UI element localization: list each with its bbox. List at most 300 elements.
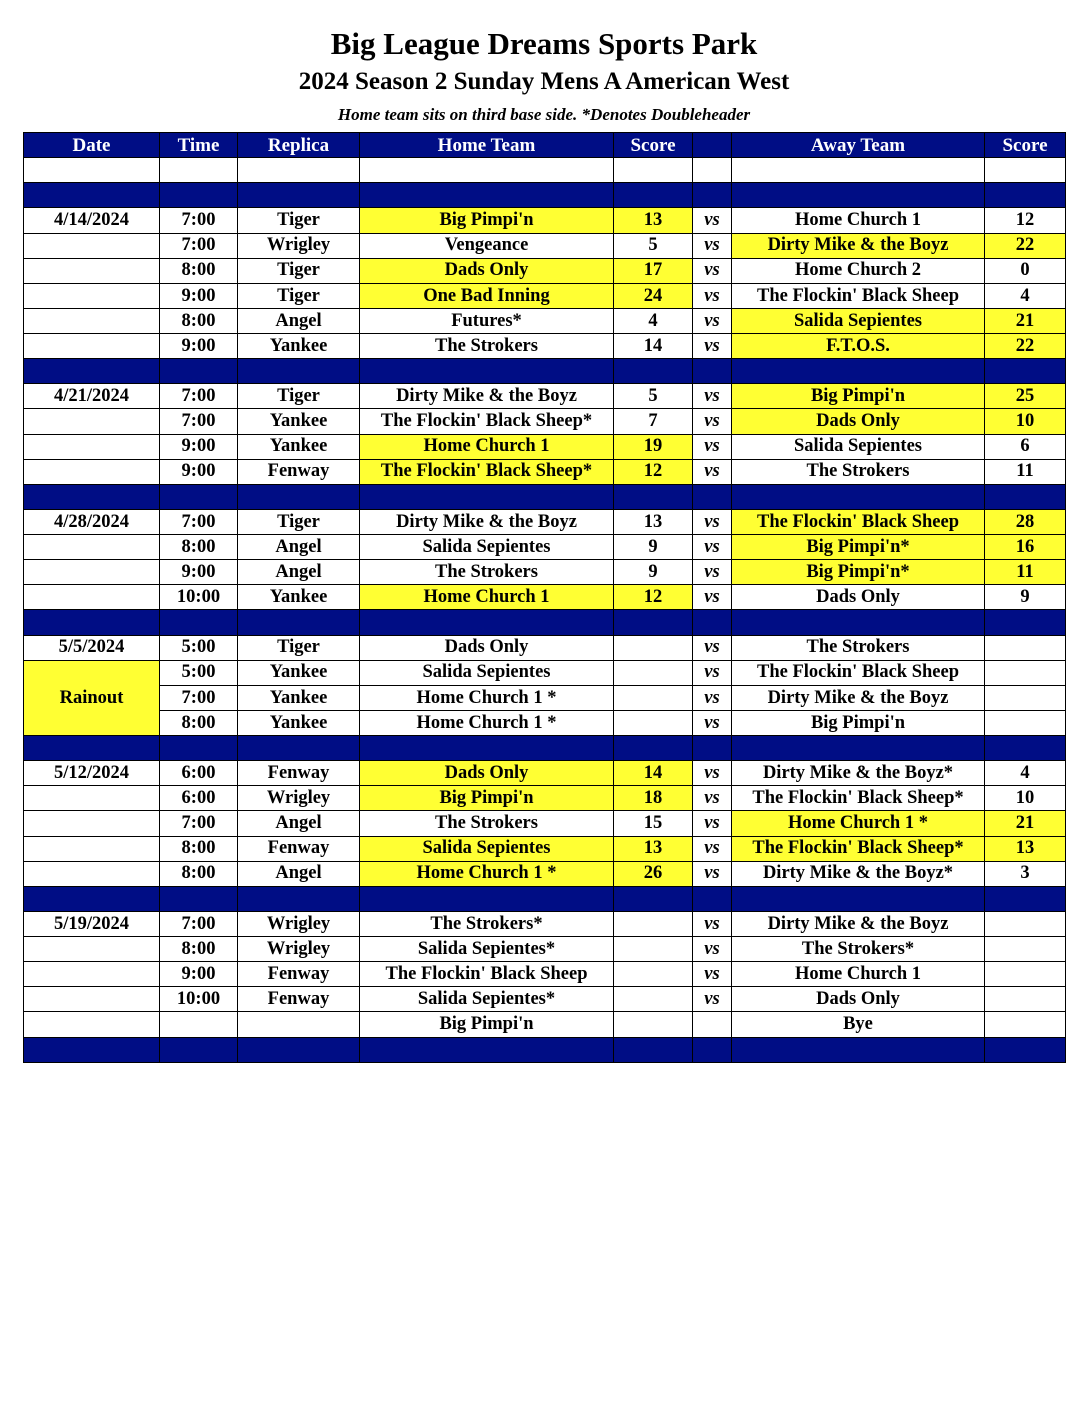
vs-cell: vs	[693, 308, 732, 333]
away-score-cell: 12	[985, 208, 1066, 233]
table-row	[24, 660, 1066, 685]
empty-cell	[360, 359, 614, 384]
date-cell	[24, 585, 160, 610]
home-team-cell: Salida Sepientes	[360, 836, 614, 861]
table-row	[24, 409, 1066, 434]
time-cell: 5:00	[160, 635, 238, 660]
schedule-body	[24, 158, 1066, 1063]
away-team-cell: Dads Only	[732, 409, 985, 434]
empty-cell	[985, 886, 1066, 911]
table-header-row	[24, 133, 1066, 158]
table-row	[24, 811, 1066, 836]
away-score-cell	[985, 660, 1066, 685]
schedule-table	[23, 132, 1066, 1063]
time-cell: 7:00	[160, 384, 238, 409]
vs-cell: vs	[693, 635, 732, 660]
empty-cell	[614, 359, 693, 384]
date-cell	[24, 560, 160, 585]
away-team-cell: Dirty Mike & the Boyz	[732, 233, 985, 258]
away-score-cell: 25	[985, 384, 1066, 409]
vs-cell: vs	[693, 208, 732, 233]
home-team-cell: Dads Only	[360, 258, 614, 283]
empty-cell	[985, 359, 1066, 384]
separator-row	[24, 484, 1066, 509]
away-score-cell: 4	[985, 761, 1066, 786]
empty-cell	[238, 158, 360, 183]
home-team-cell: Home Church 1 *	[360, 685, 614, 710]
away-score-cell: 21	[985, 811, 1066, 836]
away-score-cell: 0	[985, 258, 1066, 283]
time-cell: 7:00	[160, 685, 238, 710]
date-cell	[24, 962, 160, 987]
empty-cell	[614, 736, 693, 761]
table-row	[24, 635, 1066, 660]
vs-cell: vs	[693, 685, 732, 710]
away-score-cell: 16	[985, 535, 1066, 560]
home-team-cell: Home Church 1 *	[360, 710, 614, 735]
empty-cell	[24, 183, 160, 208]
vs-cell: vs	[693, 962, 732, 987]
empty-cell	[614, 158, 693, 183]
date-cell	[24, 434, 160, 459]
empty-cell	[693, 736, 732, 761]
home-score-cell	[614, 710, 693, 735]
vs-cell: vs	[693, 861, 732, 886]
empty-cell	[160, 610, 238, 635]
empty-cell	[360, 484, 614, 509]
replica-cell: Yankee	[238, 434, 360, 459]
away-team-cell: Home Church 2	[732, 258, 985, 283]
empty-cell	[693, 886, 732, 911]
empty-cell	[238, 1037, 360, 1062]
time-cell: 7:00	[160, 409, 238, 434]
table-row	[24, 962, 1066, 987]
time-cell: 8:00	[160, 308, 238, 333]
date-cell	[24, 535, 160, 560]
away-score-cell: 9	[985, 585, 1066, 610]
home-score-cell: 14	[614, 761, 693, 786]
vs-cell: vs	[693, 258, 732, 283]
away-score-cell	[985, 911, 1066, 936]
home-team-cell: Dads Only	[360, 635, 614, 660]
empty-cell	[24, 736, 160, 761]
empty-cell	[160, 886, 238, 911]
empty-cell	[360, 610, 614, 635]
replica-cell: Tiger	[238, 283, 360, 308]
empty-cell	[160, 1037, 238, 1062]
replica-cell: Wrigley	[238, 233, 360, 258]
empty-cell	[360, 736, 614, 761]
empty-cell	[693, 183, 732, 208]
table-row	[24, 535, 1066, 560]
away-score-cell: 10	[985, 786, 1066, 811]
time-cell: 8:00	[160, 937, 238, 962]
home-score-cell: 12	[614, 459, 693, 484]
away-score-cell: 6	[985, 434, 1066, 459]
table-row	[24, 334, 1066, 359]
time-cell: 9:00	[160, 459, 238, 484]
away-team-cell: Dads Only	[732, 987, 985, 1012]
home-score-cell	[614, 685, 693, 710]
empty-cell	[24, 610, 160, 635]
vs-cell: vs	[693, 283, 732, 308]
away-team-cell: The Strokers	[732, 459, 985, 484]
home-team-cell: The Flockin' Black Sheep	[360, 962, 614, 987]
empty-cell	[614, 886, 693, 911]
time-cell: 7:00	[160, 911, 238, 936]
date-cell	[24, 811, 160, 836]
empty-cell	[732, 158, 985, 183]
time-cell: 9:00	[160, 962, 238, 987]
vs-cell: vs	[693, 987, 732, 1012]
empty-cell	[985, 158, 1066, 183]
empty-cell	[238, 183, 360, 208]
replica-cell: Tiger	[238, 509, 360, 534]
home-score-cell: 5	[614, 384, 693, 409]
empty-cell	[732, 886, 985, 911]
empty-cell	[238, 736, 360, 761]
table-row	[24, 786, 1066, 811]
replica-cell: Yankee	[238, 710, 360, 735]
table-row	[24, 685, 1066, 710]
away-score-cell	[985, 685, 1066, 710]
home-score-cell: 9	[614, 535, 693, 560]
date-cell: 4/14/2024	[24, 208, 160, 233]
time-cell: 6:00	[160, 786, 238, 811]
vs-cell	[693, 1012, 732, 1037]
away-team-cell: The Strokers*	[732, 937, 985, 962]
home-score-cell: 9	[614, 560, 693, 585]
vs-cell: vs	[693, 384, 732, 409]
col-header-away-score: Score	[985, 133, 1066, 158]
away-team-cell: The Strokers	[732, 635, 985, 660]
away-team-cell: The Flockin' Black Sheep	[732, 660, 985, 685]
separator-row	[24, 886, 1066, 911]
col-header-time: Time	[160, 133, 238, 158]
away-score-cell: 22	[985, 334, 1066, 359]
home-score-cell	[614, 962, 693, 987]
away-team-cell: Salida Sepientes	[732, 308, 985, 333]
col-header-vs	[693, 133, 732, 158]
time-cell: 7:00	[160, 811, 238, 836]
time-cell: 8:00	[160, 861, 238, 886]
time-cell: 7:00	[160, 208, 238, 233]
vs-cell: vs	[693, 434, 732, 459]
home-team-cell: Home Church 1	[360, 434, 614, 459]
away-team-cell: Dirty Mike & the Boyz	[732, 911, 985, 936]
replica-cell: Tiger	[238, 208, 360, 233]
replica-cell: Fenway	[238, 836, 360, 861]
empty-cell	[693, 484, 732, 509]
away-team-cell: Dads Only	[732, 585, 985, 610]
empty-cell	[614, 610, 693, 635]
replica-cell: Tiger	[238, 635, 360, 660]
empty-cell	[360, 158, 614, 183]
table-row	[24, 384, 1066, 409]
replica-cell: Yankee	[238, 685, 360, 710]
away-score-cell: 11	[985, 560, 1066, 585]
home-team-cell: Home Church 1	[360, 585, 614, 610]
date-cell: Rainout	[24, 660, 160, 735]
replica-cell: Fenway	[238, 459, 360, 484]
away-team-cell: Big Pimpi'n*	[732, 535, 985, 560]
empty-cell	[160, 359, 238, 384]
home-score-cell: 19	[614, 434, 693, 459]
empty-cell	[614, 1037, 693, 1062]
away-team-cell: Salida Sepientes	[732, 434, 985, 459]
vs-cell: vs	[693, 509, 732, 534]
vs-cell: vs	[693, 334, 732, 359]
replica-cell: Yankee	[238, 660, 360, 685]
date-cell	[24, 283, 160, 308]
empty-cell	[985, 484, 1066, 509]
replica-cell: Yankee	[238, 585, 360, 610]
vs-cell: vs	[693, 585, 732, 610]
date-cell	[24, 937, 160, 962]
vs-cell: vs	[693, 786, 732, 811]
away-score-cell: 4	[985, 283, 1066, 308]
home-team-cell: The Strokers	[360, 334, 614, 359]
time-cell: 6:00	[160, 761, 238, 786]
empty-cell	[693, 158, 732, 183]
away-score-cell	[985, 1012, 1066, 1037]
date-cell: 5/19/2024	[24, 911, 160, 936]
home-score-cell: 13	[614, 509, 693, 534]
empty-cell	[693, 610, 732, 635]
date-cell	[24, 1012, 160, 1037]
time-cell: 9:00	[160, 434, 238, 459]
vs-cell: vs	[693, 409, 732, 434]
home-score-cell: 18	[614, 786, 693, 811]
empty-cell	[985, 736, 1066, 761]
replica-cell: Wrigley	[238, 937, 360, 962]
replica-cell: Angel	[238, 861, 360, 886]
away-team-cell: Big Pimpi'n*	[732, 560, 985, 585]
date-cell: 4/21/2024	[24, 384, 160, 409]
replica-cell: Angel	[238, 560, 360, 585]
time-cell: 8:00	[160, 836, 238, 861]
away-team-cell: F.T.O.S.	[732, 334, 985, 359]
table-row	[24, 861, 1066, 886]
away-team-cell: Dirty Mike & the Boyz	[732, 685, 985, 710]
replica-cell: Yankee	[238, 409, 360, 434]
home-score-cell: 17	[614, 258, 693, 283]
away-score-cell: 28	[985, 509, 1066, 534]
col-header-home-score: Score	[614, 133, 693, 158]
home-team-cell: The Strokers*	[360, 911, 614, 936]
away-team-cell: Big Pimpi'n	[732, 384, 985, 409]
away-team-cell: Dirty Mike & the Boyz*	[732, 761, 985, 786]
date-cell	[24, 861, 160, 886]
time-cell: 5:00	[160, 660, 238, 685]
home-score-cell: 4	[614, 308, 693, 333]
col-header-away-team: Away Team	[732, 133, 985, 158]
empty-cell	[238, 484, 360, 509]
time-cell: 10:00	[160, 987, 238, 1012]
replica-cell: Fenway	[238, 761, 360, 786]
table-row	[24, 1012, 1066, 1037]
separator-row	[24, 610, 1066, 635]
vs-cell: vs	[693, 459, 732, 484]
home-team-cell: The Flockin' Black Sheep*	[360, 459, 614, 484]
empty-cell	[238, 886, 360, 911]
home-score-cell: 15	[614, 811, 693, 836]
empty-cell	[732, 1037, 985, 1062]
replica-cell: Yankee	[238, 334, 360, 359]
separator-row	[24, 183, 1066, 208]
away-score-cell	[985, 635, 1066, 660]
schedule-note: Home team sits on third base side. *Denotes Doubleheader	[337, 105, 751, 124]
home-score-cell	[614, 1012, 693, 1037]
empty-cell	[985, 1037, 1066, 1062]
replica-cell	[238, 1012, 360, 1037]
date-cell	[24, 786, 160, 811]
vs-cell: vs	[693, 937, 732, 962]
vs-cell: vs	[693, 836, 732, 861]
col-header-date: Date	[24, 133, 160, 158]
table-row	[24, 937, 1066, 962]
table-row	[24, 987, 1066, 1012]
time-cell: 10:00	[160, 585, 238, 610]
vs-cell: vs	[693, 535, 732, 560]
empty-cell	[732, 736, 985, 761]
home-team-cell: Home Church 1 *	[360, 861, 614, 886]
home-team-cell: Big Pimpi'n	[360, 1012, 614, 1037]
empty-cell	[160, 183, 238, 208]
table-row	[24, 283, 1066, 308]
replica-cell: Angel	[238, 308, 360, 333]
away-team-cell: The Flockin' Black Sheep	[732, 509, 985, 534]
away-score-cell: 3	[985, 861, 1066, 886]
time-cell: 8:00	[160, 535, 238, 560]
empty-cell	[24, 484, 160, 509]
empty-cell	[985, 183, 1066, 208]
replica-cell: Fenway	[238, 962, 360, 987]
col-header-replica: Replica	[238, 133, 360, 158]
away-score-cell: 13	[985, 836, 1066, 861]
empty-cell	[614, 183, 693, 208]
table-row	[24, 233, 1066, 258]
time-cell: 9:00	[160, 283, 238, 308]
away-team-cell: The Flockin' Black Sheep	[732, 283, 985, 308]
away-team-cell: Bye	[732, 1012, 985, 1037]
home-team-cell: Salida Sepientes*	[360, 937, 614, 962]
blank-row	[24, 158, 1066, 183]
date-cell: 5/5/2024	[24, 635, 160, 660]
vs-cell: vs	[693, 811, 732, 836]
home-team-cell: Dirty Mike & the Boyz	[360, 509, 614, 534]
replica-cell: Wrigley	[238, 911, 360, 936]
home-score-cell: 13	[614, 208, 693, 233]
date-cell: 4/28/2024	[24, 509, 160, 534]
home-score-cell: 5	[614, 233, 693, 258]
home-team-cell: One Bad Inning	[360, 283, 614, 308]
away-score-cell	[985, 987, 1066, 1012]
date-cell	[24, 987, 160, 1012]
replica-cell: Angel	[238, 535, 360, 560]
time-cell: 8:00	[160, 710, 238, 735]
empty-cell	[238, 610, 360, 635]
home-score-cell: 13	[614, 836, 693, 861]
empty-cell	[614, 484, 693, 509]
empty-cell	[360, 1037, 614, 1062]
vs-cell: vs	[693, 911, 732, 936]
away-score-cell: 21	[985, 308, 1066, 333]
time-cell	[160, 1012, 238, 1037]
date-cell	[24, 836, 160, 861]
replica-cell: Wrigley	[238, 786, 360, 811]
away-team-cell: Home Church 1	[732, 208, 985, 233]
replica-cell: Angel	[238, 811, 360, 836]
empty-cell	[985, 610, 1066, 635]
time-cell: 9:00	[160, 334, 238, 359]
empty-cell	[693, 1037, 732, 1062]
separator-row	[24, 736, 1066, 761]
table-row	[24, 761, 1066, 786]
empty-cell	[732, 359, 985, 384]
empty-cell	[732, 183, 985, 208]
empty-cell	[24, 886, 160, 911]
home-team-cell: Salida Sepientes	[360, 535, 614, 560]
empty-cell	[360, 886, 614, 911]
time-cell: 7:00	[160, 509, 238, 534]
empty-cell	[24, 359, 160, 384]
home-team-cell: Dirty Mike & the Boyz	[360, 384, 614, 409]
replica-cell: Tiger	[238, 258, 360, 283]
table-row	[24, 208, 1066, 233]
empty-cell	[160, 736, 238, 761]
table-row	[24, 509, 1066, 534]
empty-cell	[160, 158, 238, 183]
home-score-cell: 14	[614, 334, 693, 359]
home-score-cell: 12	[614, 585, 693, 610]
separator-row	[24, 1037, 1066, 1062]
vs-cell: vs	[693, 560, 732, 585]
home-score-cell: 26	[614, 861, 693, 886]
away-score-cell	[985, 710, 1066, 735]
home-team-cell: Big Pimpi'n	[360, 786, 614, 811]
home-team-cell: The Strokers	[360, 811, 614, 836]
date-cell	[24, 334, 160, 359]
time-cell: 7:00	[160, 233, 238, 258]
home-team-cell: Dads Only	[360, 761, 614, 786]
home-team-cell: Vengeance	[360, 233, 614, 258]
home-team-cell: Salida Sepientes	[360, 660, 614, 685]
home-score-cell	[614, 660, 693, 685]
empty-cell	[160, 484, 238, 509]
table-row	[24, 710, 1066, 735]
date-cell	[24, 308, 160, 333]
table-row	[24, 911, 1066, 936]
home-score-cell	[614, 911, 693, 936]
away-team-cell: Home Church 1	[732, 962, 985, 987]
col-header-home-team: Home Team	[360, 133, 614, 158]
away-score-cell: 10	[985, 409, 1066, 434]
home-team-cell: The Flockin' Black Sheep*	[360, 409, 614, 434]
table-row	[24, 836, 1066, 861]
home-score-cell: 7	[614, 409, 693, 434]
away-score-cell	[985, 937, 1066, 962]
empty-cell	[693, 359, 732, 384]
date-cell	[24, 459, 160, 484]
home-score-cell	[614, 937, 693, 962]
away-team-cell: Big Pimpi'n	[732, 710, 985, 735]
away-score-cell	[985, 962, 1066, 987]
vs-cell: vs	[693, 660, 732, 685]
date-cell	[24, 258, 160, 283]
time-cell: 8:00	[160, 258, 238, 283]
date-cell	[24, 233, 160, 258]
